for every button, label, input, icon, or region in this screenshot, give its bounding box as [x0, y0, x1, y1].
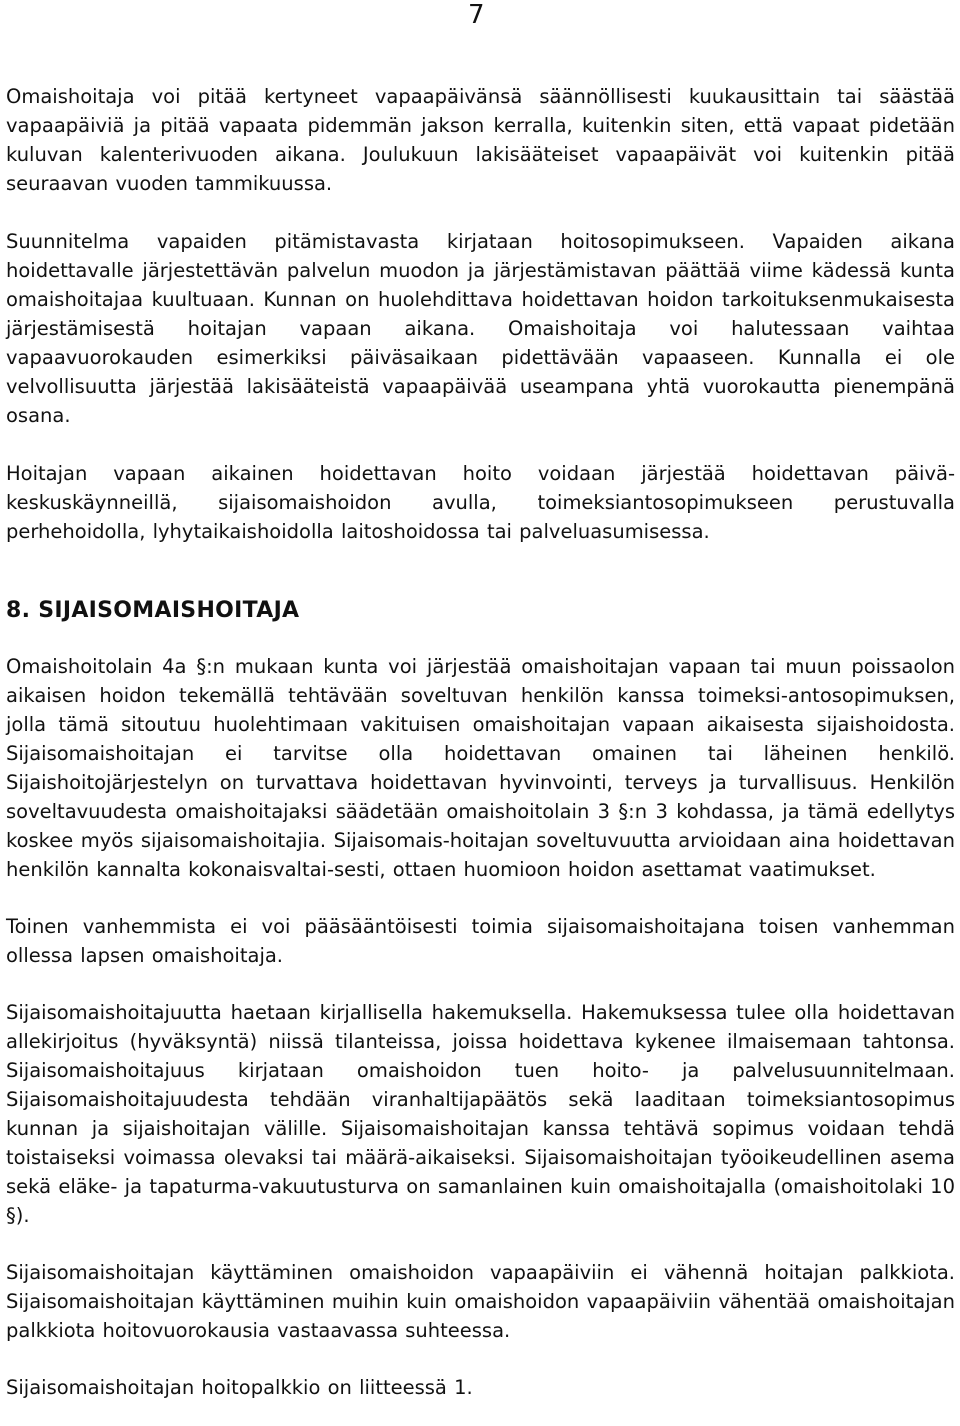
paragraph-holiday-plan: Suunnitelma vapaiden pitämistavasta kirjataan hoitosopimukseen. Vapaiden aikana hoidettavalle järjestettävän palvelun muodon ja järjestämistavan päättää viime kädessä kunta omaishoitajaa kuultuaan. Kunnan on huolehdittava hoidettavan hoidon tarkoituksenmukaisesta järjestämisestä hoitajan vapaan aikana. Omaishoitaja voi halutessaan vaihtaa vapaavuorokauden esimerkiksi päiväsaikaan pidettävään vapaaseen. Kunnalla ei ole velvollisuutta järjestää lakisääteistä vapaapäivää useampana yhtä vuorokautta pienempänä osana.: [6, 230, 955, 427]
paragraph-care-during-leave: Hoitajan vapaan aikainen hoidettavan hoito voidaan järjestää hoidettavan päivä-keskuskäynneillä, sijaisomaishoidon avulla, toimeksiantosopimukseen perustuvalla perhehoidolla, lyhytaikaishoidolla laitoshoidossa tai palveluasumisessa.: [6, 462, 955, 543]
paragraph-fee-appendix: Sijaisomaishoitajan hoitopalkkio on liitteessä 1.: [6, 1376, 473, 1399]
paragraph-holiday-scheduling: Omaishoitaja voi pitää kertyneet vapaapäivänsä säännöllisesti kuukausittain tai säästää vapaapäiviä ja pitää vapaata pidemmän jakson kerralla, kuitenkin siten, että vapaat pidetään kuluvan kalenterivuoden aikana. Joulukuun lakisääteiset vapaapäivät voi kuitenkin pitää seuraavan vuoden tammikuussa.: [6, 85, 955, 195]
page-content: [6, 82, 955, 1402]
paragraph-parent-rule: Toinen vanhemmista ei voi pääsääntöisesti toimia sijaisomaishoitajana toisen vanhemman ollessa lapsen omaishoitaja.: [6, 915, 955, 967]
section-heading: 8. SIJAISOMAISHOITAJA: [6, 598, 300, 623]
paragraph-fee-effect: Sijaisomaishoitajan käyttäminen omaishoidon vapaapäiviin ei vähennä hoitajan palkkiota. Sijaisomaishoitajan käyttäminen muihin kuin omaishoidon vapaapäiviin vähentää omaishoitajan palkkiota hoitovuorokausia vastaavassa suhteessa.: [6, 1261, 955, 1342]
page-number: 7: [468, 0, 485, 30]
paragraph-substitute-law: Omaishoitolain 4a §:n mukaan kunta voi järjestää omaishoitajan vapaan tai muun poissaolon aikaisen hoidon tekemällä tehtävään soveltuvan henkilön kanssa toimeksi-antosopimuksen, jolla tämä sitoutuu huolehtimaan vakituisen omaishoitajan vapaan aikaisesta sijaishoidosta. Sijaisomaishoitajan ei tarvitse olla hoidettavan omainen tai läheinen henkilö. Sijaishoitojärjestelyn on turvattava hoidettavan hyvinvointi, terveys ja turvallisuus. Henkilön soveltavuudesta omaishoitajaksi säädetään omaishoitolain 3 §:n 3 kohdassa, ja tämä edellytys koskee myös sijaisomaishoitajia. Sijaisomais-hoitajan soveltuvuutta arvioidaan aina hoidettavan henkilön kannalta kokonaisvaltai-sesti, ottaen huomioon hoidon asettamat vaatimukset.: [6, 655, 955, 881]
paragraph-application: Sijaisomaishoitajuutta haetaan kirjallisella hakemuksella. Hakemuksessa tulee olla hoidettavan allekirjoitus (hyväksyntä) niissä tilanteissa, joissa hoidettava kykenee ilmaisemaan tahtonsa. Sijaisomaishoitajuus kirjataan omaishoidon tuen hoito- ja palvelusuunnitelmaan. Sijaisomaishoitajuudesta tehdään viranhaltijapäätös sekä laaditaan toimeksiantosopimus kunnan ja sijaishoitajan välille. Sijaisomaishoitajan kanssa tehtävä sopimus voidaan tehdä toistaiseksi voimassa olevaksi tai määrä-aikaiseksi. Sijaisomaishoitajan työoikeudellinen asema sekä eläke- ja tapaturma-vakuutusturva on samanlainen kuin omaishoitajalla (omaishoitolaki 10 §).: [6, 1001, 955, 1227]
